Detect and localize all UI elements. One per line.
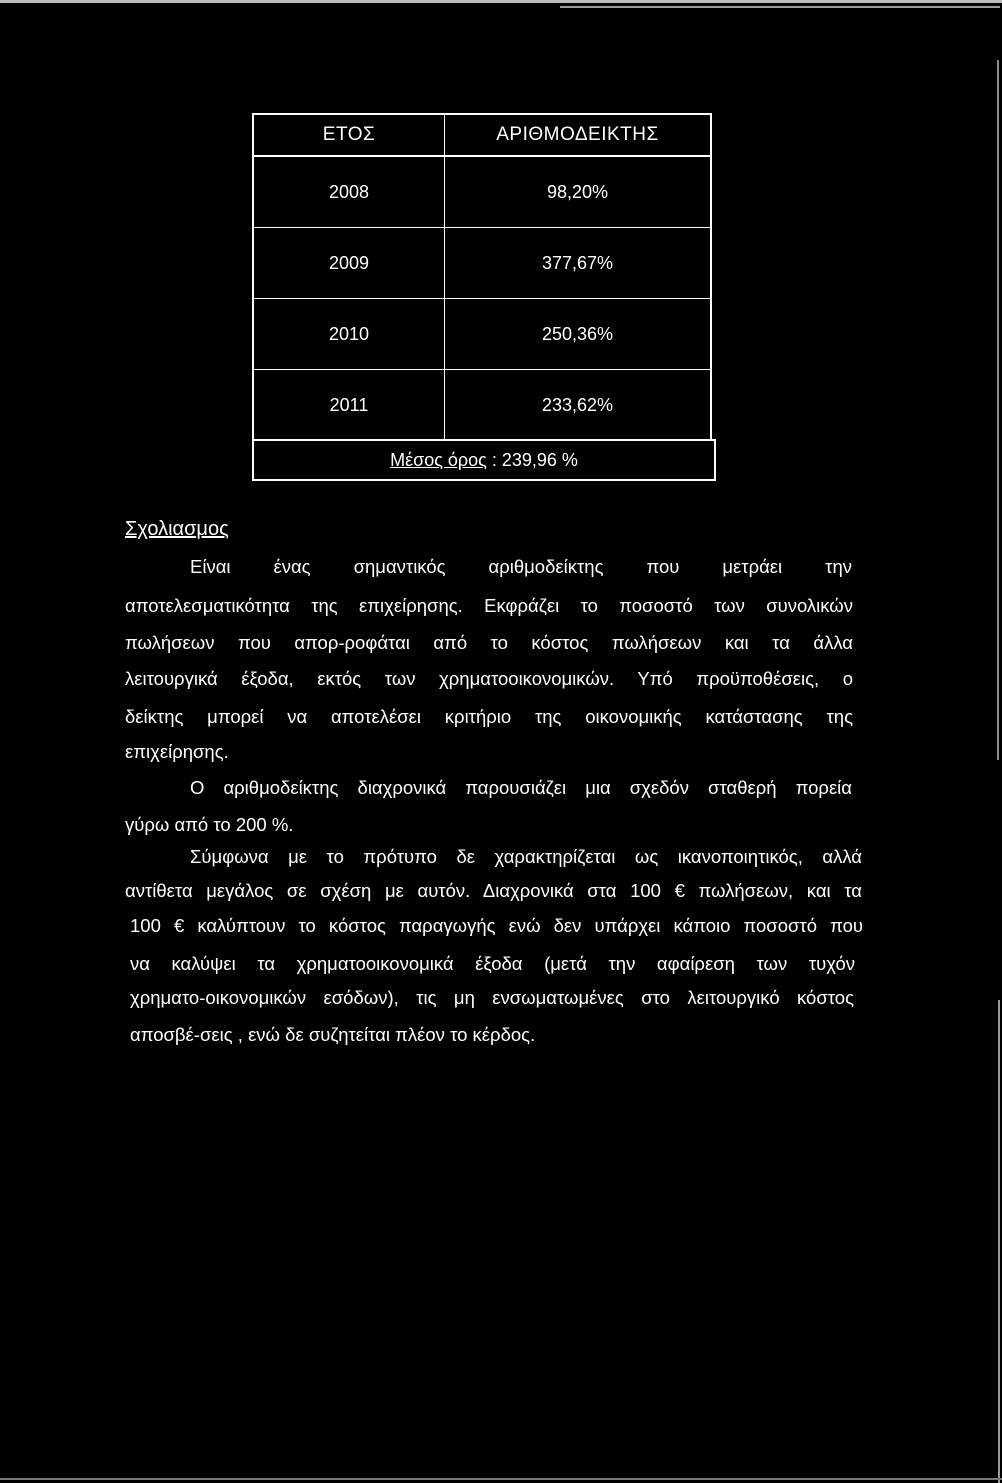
table-row — [254, 370, 710, 440]
paragraph-line: αποτελεσματικότητα της επιχείρησης. Εκφράζει το ποσοστό των συνολικών — [125, 595, 853, 616]
paragraph-line: γύρω από το 200 %. — [125, 814, 294, 835]
paragraph-line: να καλύψει τα χρηματοοικονομικά έξοδα (μετά την αφαίρεση των τυχόν — [130, 953, 855, 974]
table-row — [254, 228, 710, 299]
mean-box — [252, 439, 716, 481]
mean-label: Μέσος όρος — [390, 449, 487, 470]
right-scan-border-lower — [998, 1000, 1000, 1483]
header-year: ΕΤΟΣ — [322, 124, 376, 145]
paragraph-line: πωλήσεων που απορ-ροφάται από το κόστος πωλήσεων και τα άλλα — [125, 632, 853, 653]
paragraph-line: αντίθετα μεγάλος σε σχέση με αυτόν. Διαχρονικά στα 100 € πωλήσεων, και τα — [125, 880, 862, 901]
row-value: 377,67% — [444, 228, 710, 298]
row-value: 233,62% — [444, 370, 710, 440]
table-row — [254, 157, 710, 228]
row-value: 98,20% — [444, 157, 710, 227]
row-year: 2009 — [328, 252, 370, 273]
table-row — [254, 299, 710, 370]
commentary-heading: Σχολιασμος — [125, 518, 229, 540]
top-scan-border-secondary — [560, 6, 1000, 8]
row-value: 250,36% — [444, 299, 710, 369]
paragraph-line: λειτουργικά έξοδα, εκτός των χρηματοοικονομικών. Υπό προϋποθέσεις, ο — [125, 668, 853, 689]
paragraph-line: δείκτης μπορεί να αποτελέσει κριτήριο της οικονομικής κατάστασης της — [125, 706, 853, 727]
paragraph-line: Είναι ένας σημαντικός αριθμοδείκτης που μετράει την — [190, 556, 852, 577]
paragraph-line: 100 € καλύπτουν το κόστος παραγωγής ενώ δεν υπάρχει κάποιο ποσοστό που — [130, 915, 863, 936]
paragraph-line: Ο αριθμοδείκτης διαχρονικά παρουσιάζει μια σχεδόν σταθερή πορεία — [190, 777, 852, 798]
index-table — [252, 113, 712, 440]
paragraph-line: επιχείρησης. — [125, 741, 229, 762]
row-year: 2008 — [328, 181, 370, 202]
row-year: 2010 — [328, 323, 370, 344]
header-index: ΑΡΙΘΜΟΔΕΙΚΤΗΣ — [444, 115, 710, 155]
mean-value: : 239,96 % — [486, 449, 578, 470]
bottom-scan-border — [0, 1478, 1002, 1480]
right-scan-border — [997, 60, 999, 760]
row-year: 2011 — [329, 394, 369, 415]
paragraph-line: χρηματο-οικονομικών εσόδων), τις μη ενσωματωμένες στο λειτουργικό κόστος — [130, 987, 854, 1008]
table-header-row — [254, 115, 710, 157]
top-scan-border — [0, 0, 1002, 3]
paragraph-line: Σύμφωνα με το πρότυπο δε χαρακτηρίζεται ως ικανοποιητικός, αλλά — [190, 846, 862, 867]
paragraph-line: αποσβέ-σεις , ενώ δε συζητείται πλέον το κέρδος. — [130, 1024, 536, 1045]
